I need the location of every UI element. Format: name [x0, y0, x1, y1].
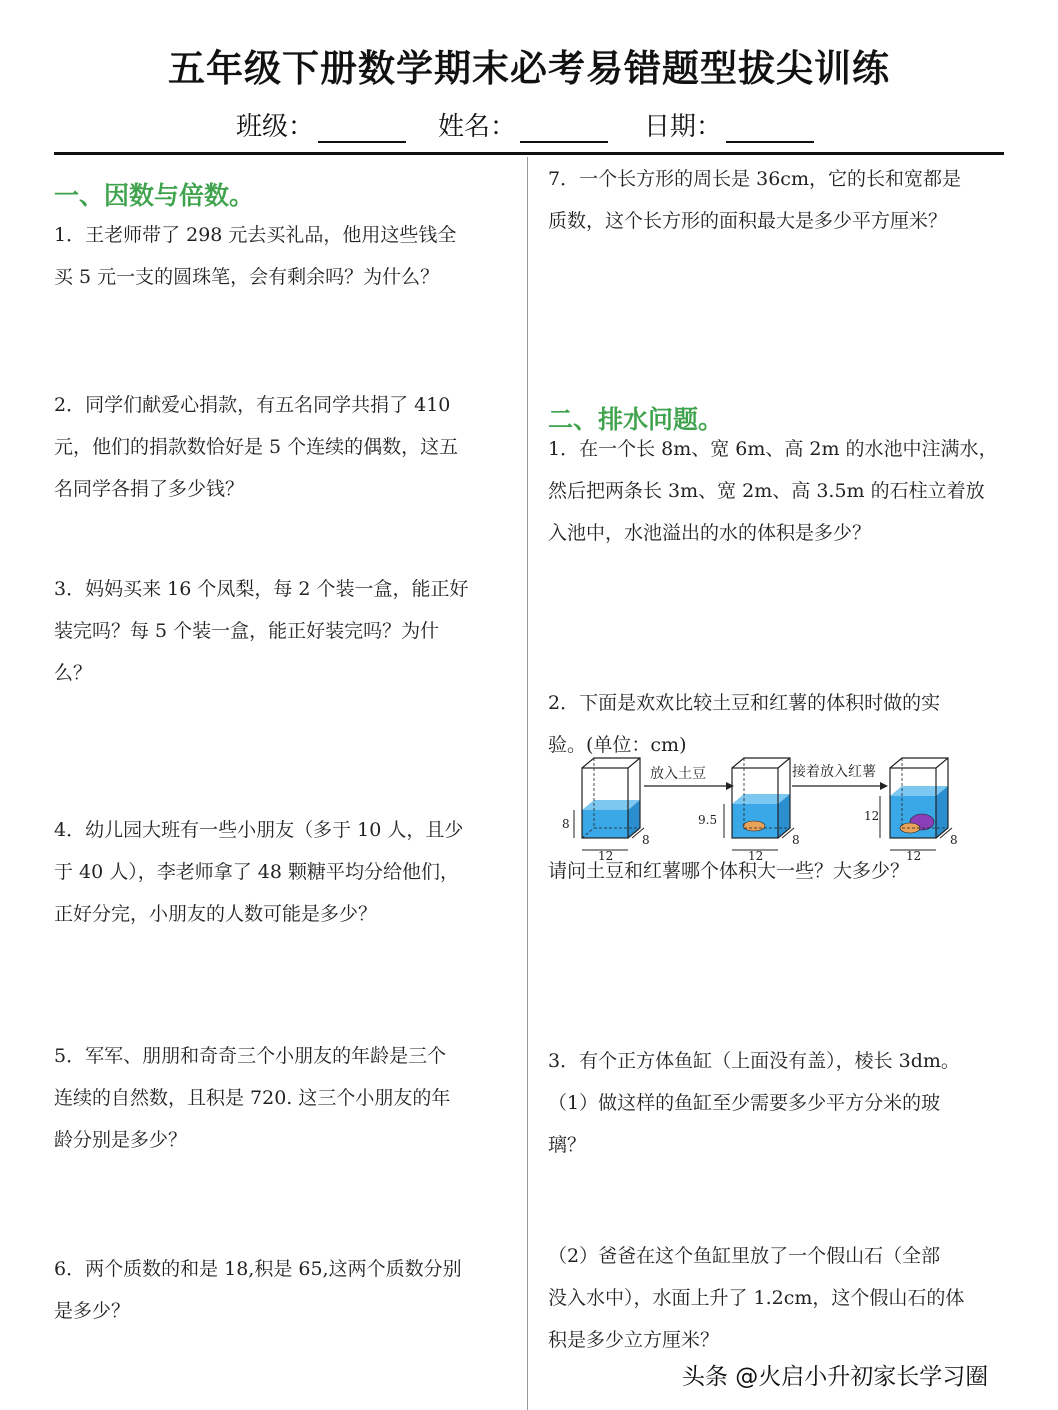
- question-left-4: [54, 809, 463, 935]
- question-line: 6．两个质数的和是 18,积是 65,这两个质数分别: [54, 1258, 462, 1280]
- question-line: （1）做这样的鱼缸至少需要多少平方分米的玻: [548, 1092, 941, 1114]
- question-line: 连续的自然数，且积是 720. 这三个小朋友的年: [54, 1087, 451, 1109]
- tank-1-height-label: 8: [562, 817, 570, 831]
- question-line: 龄分别是多少？: [54, 1129, 188, 1151]
- class-blank: [318, 111, 406, 143]
- question-line: 元，他们的捐款数恰好是 5 个连续的偶数，这五: [54, 436, 459, 458]
- watermark: 头条 @火启小升初家长学习圈: [682, 1364, 989, 1390]
- problem-right-2-question: [548, 850, 909, 892]
- question-line: 5．军军、朋朋和奇奇三个小朋友的年龄是三个: [54, 1045, 447, 1067]
- student-info-row: [0, 106, 1058, 146]
- question-line: 1．在一个长 8m、宽 6m、高 2m 的水池中注满水，: [548, 438, 998, 460]
- name-blank: [520, 111, 608, 143]
- arrow-2-label: 接着放入红薯: [792, 764, 876, 780]
- tank-experiment-figure: [548, 752, 968, 862]
- tank-1: [574, 758, 644, 850]
- section-factors-multiples: 一、因数与倍数。: [54, 181, 255, 210]
- header-divider: [54, 152, 1004, 155]
- problem-right-3-part2: [548, 1235, 964, 1361]
- tank-1-width-label: 12: [598, 849, 614, 862]
- problem-right-1: [548, 428, 998, 554]
- question-line: 积是多少立方厘米？: [548, 1329, 720, 1351]
- question-line: 3．有个正方体鱼缸（上面没有盖），棱长 3dm。: [548, 1050, 960, 1072]
- question-line: 3．妈妈买来 16 个凤梨，每 2 个装一盒，能正好: [54, 578, 469, 600]
- question-line: （2）爸爸在这个鱼缸里放了一个假山石（全部: [548, 1245, 941, 1267]
- question-line: 名同学各捐了多少钱？: [54, 478, 245, 500]
- question-line: 验。(单位：cm): [548, 734, 687, 756]
- arrow-2-head: [880, 782, 888, 790]
- question-line: 买 5 元一支的圆珠笔，会有剩余吗？为什么？: [54, 266, 440, 288]
- question-line: 入池中，水池溢出的水的体积是多少？: [548, 522, 872, 544]
- question-line: 2．同学们献爱心捐款，有五名同学共捐了 410: [54, 394, 451, 416]
- section-drainage: 二、排水问题。: [548, 405, 724, 434]
- question-line: 请问土豆和红薯哪个体积大一些？大多少？: [548, 860, 910, 882]
- question-line: 质数，这个长方形的面积最大是多少平方厘米？: [548, 210, 948, 232]
- arrow-1-head: [726, 782, 734, 790]
- arrow-1-label: 放入土豆: [650, 766, 706, 782]
- question-line: 是多少？: [54, 1300, 131, 1322]
- question-left-5: [54, 1035, 450, 1161]
- tank-2: [724, 758, 794, 850]
- question-line: 么？: [54, 662, 93, 684]
- tank-2-width-label: 12: [748, 849, 764, 862]
- tank-3: [880, 758, 952, 850]
- question-line: 7．一个长方形的周长是 36cm，它的长和宽都是: [548, 168, 961, 190]
- tank-1-depth-label: 8: [642, 833, 650, 847]
- class-field: [236, 106, 406, 143]
- date-field: [644, 106, 814, 143]
- question-line: 2．下面是欢欢比较土豆和红薯的体积时做的实: [548, 692, 941, 714]
- question-left-2: [54, 384, 458, 510]
- question-left-6: [54, 1248, 462, 1332]
- tank-2-depth-label: 8: [792, 833, 800, 847]
- question-left-1: [54, 214, 456, 298]
- question-line: 4．幼儿园大班有一些小朋友（多于 10 人，且少: [54, 819, 464, 841]
- question-line: 1．王老师带了 298 元去买礼品，他用这些钱全: [54, 224, 457, 246]
- question-left-3: [54, 568, 469, 694]
- tank-3-height-label: 12: [864, 809, 880, 823]
- question-line: 于 40 人），李老师拿了 48 颗糖平均分给他们，: [54, 861, 460, 883]
- tank-3-depth-label: 8: [950, 833, 958, 847]
- class-label: 班级：: [236, 112, 315, 142]
- tank-2-height-label: 9.5: [698, 813, 718, 827]
- question-line: 没入水中），水面上升了 1.2cm，这个假山石的体: [548, 1287, 965, 1309]
- potato: [743, 821, 765, 831]
- date-label: 日期：: [644, 112, 723, 142]
- question-line: 璃？: [548, 1134, 587, 1156]
- column-divider: [527, 157, 528, 1410]
- date-blank: [726, 111, 814, 143]
- name-field: [438, 106, 608, 143]
- worksheet-title: 五年级下册数学期末必考易错题型拔尖训练: [168, 47, 890, 90]
- question-right-7: [548, 158, 961, 242]
- question-line: 然后把两条长 3m、宽 2m、高 3.5m 的石柱立着放: [548, 480, 985, 502]
- name-label: 姓名：: [438, 112, 517, 142]
- question-line: 装完吗？每 5 个装一盒，能正好装完吗？为什: [54, 620, 440, 642]
- problem-right-3: [548, 1040, 960, 1166]
- tank-3-width-label: 12: [906, 849, 922, 862]
- question-line: 正好分完，小朋友的人数可能是多少？: [54, 903, 378, 925]
